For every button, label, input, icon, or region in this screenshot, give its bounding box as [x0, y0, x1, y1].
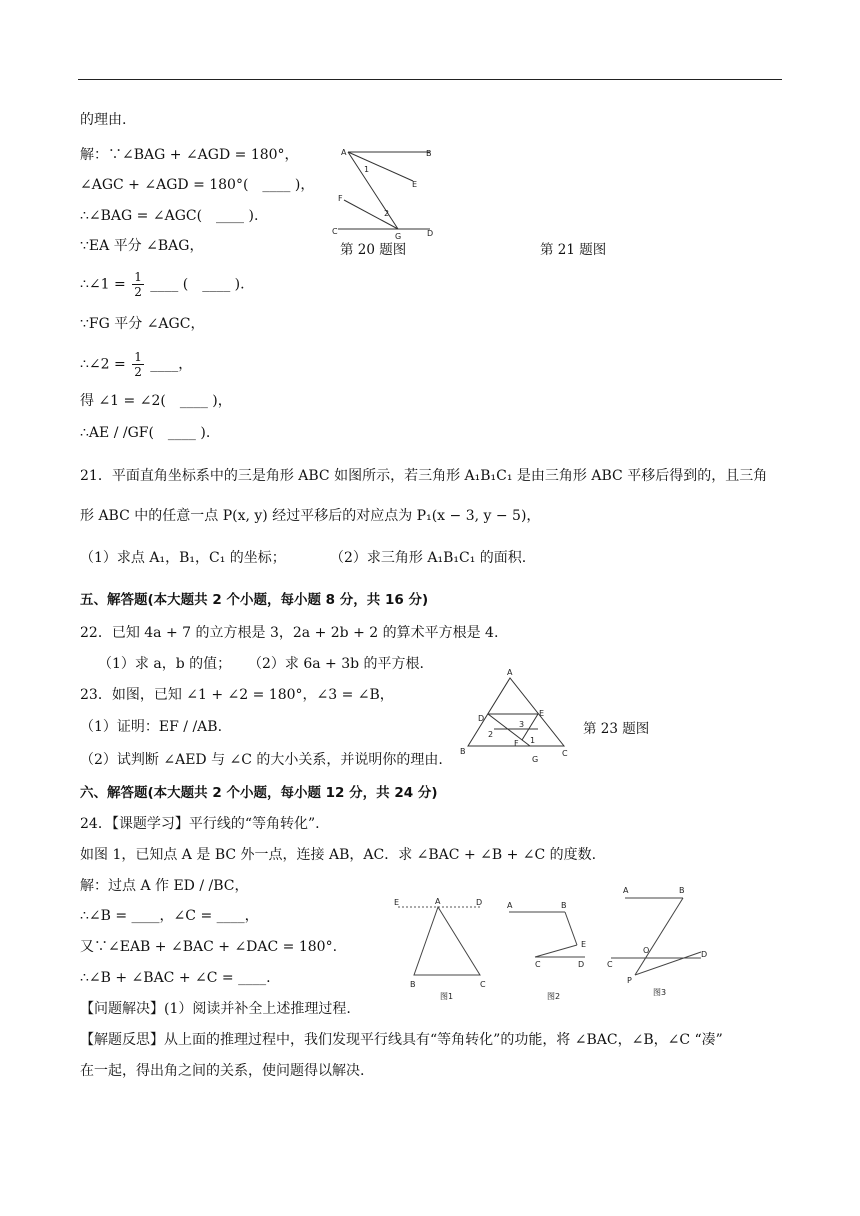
fig3-label-c: C [607, 960, 613, 969]
fig2-label-e: E [581, 940, 587, 949]
fig2-label-c: C [535, 960, 541, 969]
fig23-label-f: F [514, 739, 519, 748]
q20-line-9: ∴AE / /GF( ____ ). [80, 425, 211, 441]
q20-line-5b: ____ ( ____ ). [150, 276, 245, 293]
figure-23 [458, 666, 573, 764]
fig20-label-e: E [412, 180, 418, 189]
q20-line-7a: ∴∠2 = [80, 356, 126, 373]
fig3-label-p: P [627, 976, 632, 985]
fig1-caption: 图1 [440, 992, 454, 1001]
figure-24-1 [390, 895, 495, 1005]
q20-line-5a: ∴∠1 = [80, 276, 126, 293]
fig2-caption: 图2 [547, 992, 561, 1001]
q24-line-2: 如图 1，已知点 A 是 BC 外一点，连接 AB，AC．求 ∠BAC + ∠B + ∠C 的度数. [80, 847, 597, 863]
fig21-caption: 第 21 题图 [540, 242, 607, 258]
fig23-label-b: B [460, 747, 466, 756]
fig3-label-o: O [643, 946, 650, 955]
fig23-label-g: G [532, 755, 539, 764]
q20-line-4: ∵EA 平分 ∠BAG， [80, 238, 204, 254]
q20-line-8: 得 ∠1 = ∠2( ____ )， [80, 393, 232, 409]
q24-line-5: 又∵∠EAB + ∠BAC + ∠DAC = 180°. [80, 939, 338, 955]
fig20-label-2: 2 [384, 209, 390, 218]
fig20-label-g: G [395, 232, 402, 241]
fig23-label-1: 1 [530, 736, 536, 745]
q20-line-7 [80, 350, 192, 379]
fig23-label-d: D [478, 714, 485, 723]
fig23-label-a: A [507, 668, 513, 677]
fig20-label-c: C [332, 227, 338, 236]
fig23-label-2: 2 [488, 730, 494, 739]
fig2-label-d: D [578, 960, 585, 969]
fig1-label-d: D [476, 898, 483, 907]
q21-line-1: 21．平面直角坐标系中的三是角形 ABC 如图所示，若三角形 A₁B₁C₁ 是由三角形 ABC 平移后得到的，且三角 [80, 468, 768, 484]
fig20-label-1: 1 [364, 165, 370, 174]
fig20-label-b: B [426, 149, 432, 158]
q20-line-1: 解：∵∠BAG + ∠AGD = 180°， [80, 147, 299, 163]
q21-line-3b: （2）求三角形 A₁B₁C₁ 的面积. [330, 550, 527, 566]
q23-line-2: （1）证明：EF / /AB. [80, 719, 223, 735]
q21-line-2: 形 ABC 中的任意一点 P(x, y) 经过平移后的对应点为 P₁(x − 3, y − 5)， [80, 508, 541, 524]
q22-line-1: 22．已知 4a + 7 的立方根是 3，2a + 2b + 2 的算术平方根是 4. [80, 625, 499, 641]
fig1-label-c: C [480, 980, 486, 989]
q22-line-2a: （1）求 a，b 的值； [98, 656, 232, 672]
fig3-label-a: A [623, 886, 629, 895]
fig20-label-a: A [341, 148, 347, 157]
fig20-caption: 第 20 题图 [340, 242, 407, 258]
q20-intro: 的理由. [80, 112, 127, 128]
fraction-half: $\frac{1}{2}$ [134, 270, 142, 299]
q20-line-2: ∠AGC + ∠AGD = 180°( ____ )， [80, 177, 315, 193]
section-5-title: 五、解答题(本大题共 2 个小题，每小题 8 分，共 16 分) [80, 592, 429, 608]
q20-line-6: ∵FG 平分 ∠AGC， [80, 316, 205, 332]
q24-line-8: 【解题反思】从上面的推理过程中，我们发现平行线具有“等角转化”的功能，将 ∠BAC，∠B，∠C “凑” [80, 1032, 723, 1048]
q24-line-3: 解：过点 A 作 ED / /BC， [80, 878, 249, 894]
q24-line-4: ∴∠B = ____，∠C = ____， [80, 908, 259, 924]
fig2-label-b: B [561, 901, 567, 910]
fig23-caption: 第 23 题图 [583, 721, 650, 737]
figure-24-2 [505, 895, 605, 1005]
section-6-title: 六、解答题(本大题共 2 个小题，每小题 12 分，共 24 分) [80, 785, 438, 801]
q24-line-6: ∴∠B + ∠BAC + ∠C = ____. [80, 970, 271, 986]
q23-line-3: （2）试判断 ∠AED 与 ∠C 的大小关系，并说明你的理由. [80, 752, 443, 768]
q22-line-2b: （2）求 6a + 3b 的平方根. [248, 656, 425, 672]
fig20-label-d: D [427, 229, 434, 238]
q20-line-5 [80, 270, 245, 299]
fig23-label-3: 3 [519, 720, 525, 729]
fig2-label-a: A [507, 901, 513, 910]
q21-line-3a: （1）求点 A₁，B₁，C₁ 的坐标； [80, 550, 286, 566]
fig23-label-e: E [539, 709, 545, 718]
q24-line-9: 在一起，得出角之间的关系，使问题得以解决. [80, 1063, 365, 1079]
fig20-label-f: F [338, 194, 343, 203]
q24-line-7: 【问题解决】(1）阅读并补全上述推理过程. [80, 1001, 351, 1017]
fraction-half-2: $\frac{1}{2}$ [134, 350, 142, 379]
q20-line-7b: ____， [150, 356, 193, 373]
fig1-label-e: E [394, 898, 400, 907]
figure-24-3 [605, 883, 715, 1003]
fig1-label-b: B [410, 980, 416, 989]
q20-line-3: ∴∠BAG = ∠AGC( ____ ). [80, 208, 259, 224]
q23-line-1: 23．如图，已知 ∠1 + ∠2 = 180°，∠3 = ∠B， [80, 687, 394, 703]
header-rule [78, 79, 782, 80]
fig1-label-a: A [435, 897, 441, 906]
figure-20 [330, 145, 440, 240]
fig3-label-d: D [701, 950, 708, 959]
fig3-caption: 图3 [653, 988, 667, 997]
fig3-label-b: B [679, 886, 685, 895]
q24-line-1: 24．【课题学习】平行线的“等角转化”. [80, 816, 320, 832]
fig23-label-c: C [562, 749, 568, 758]
